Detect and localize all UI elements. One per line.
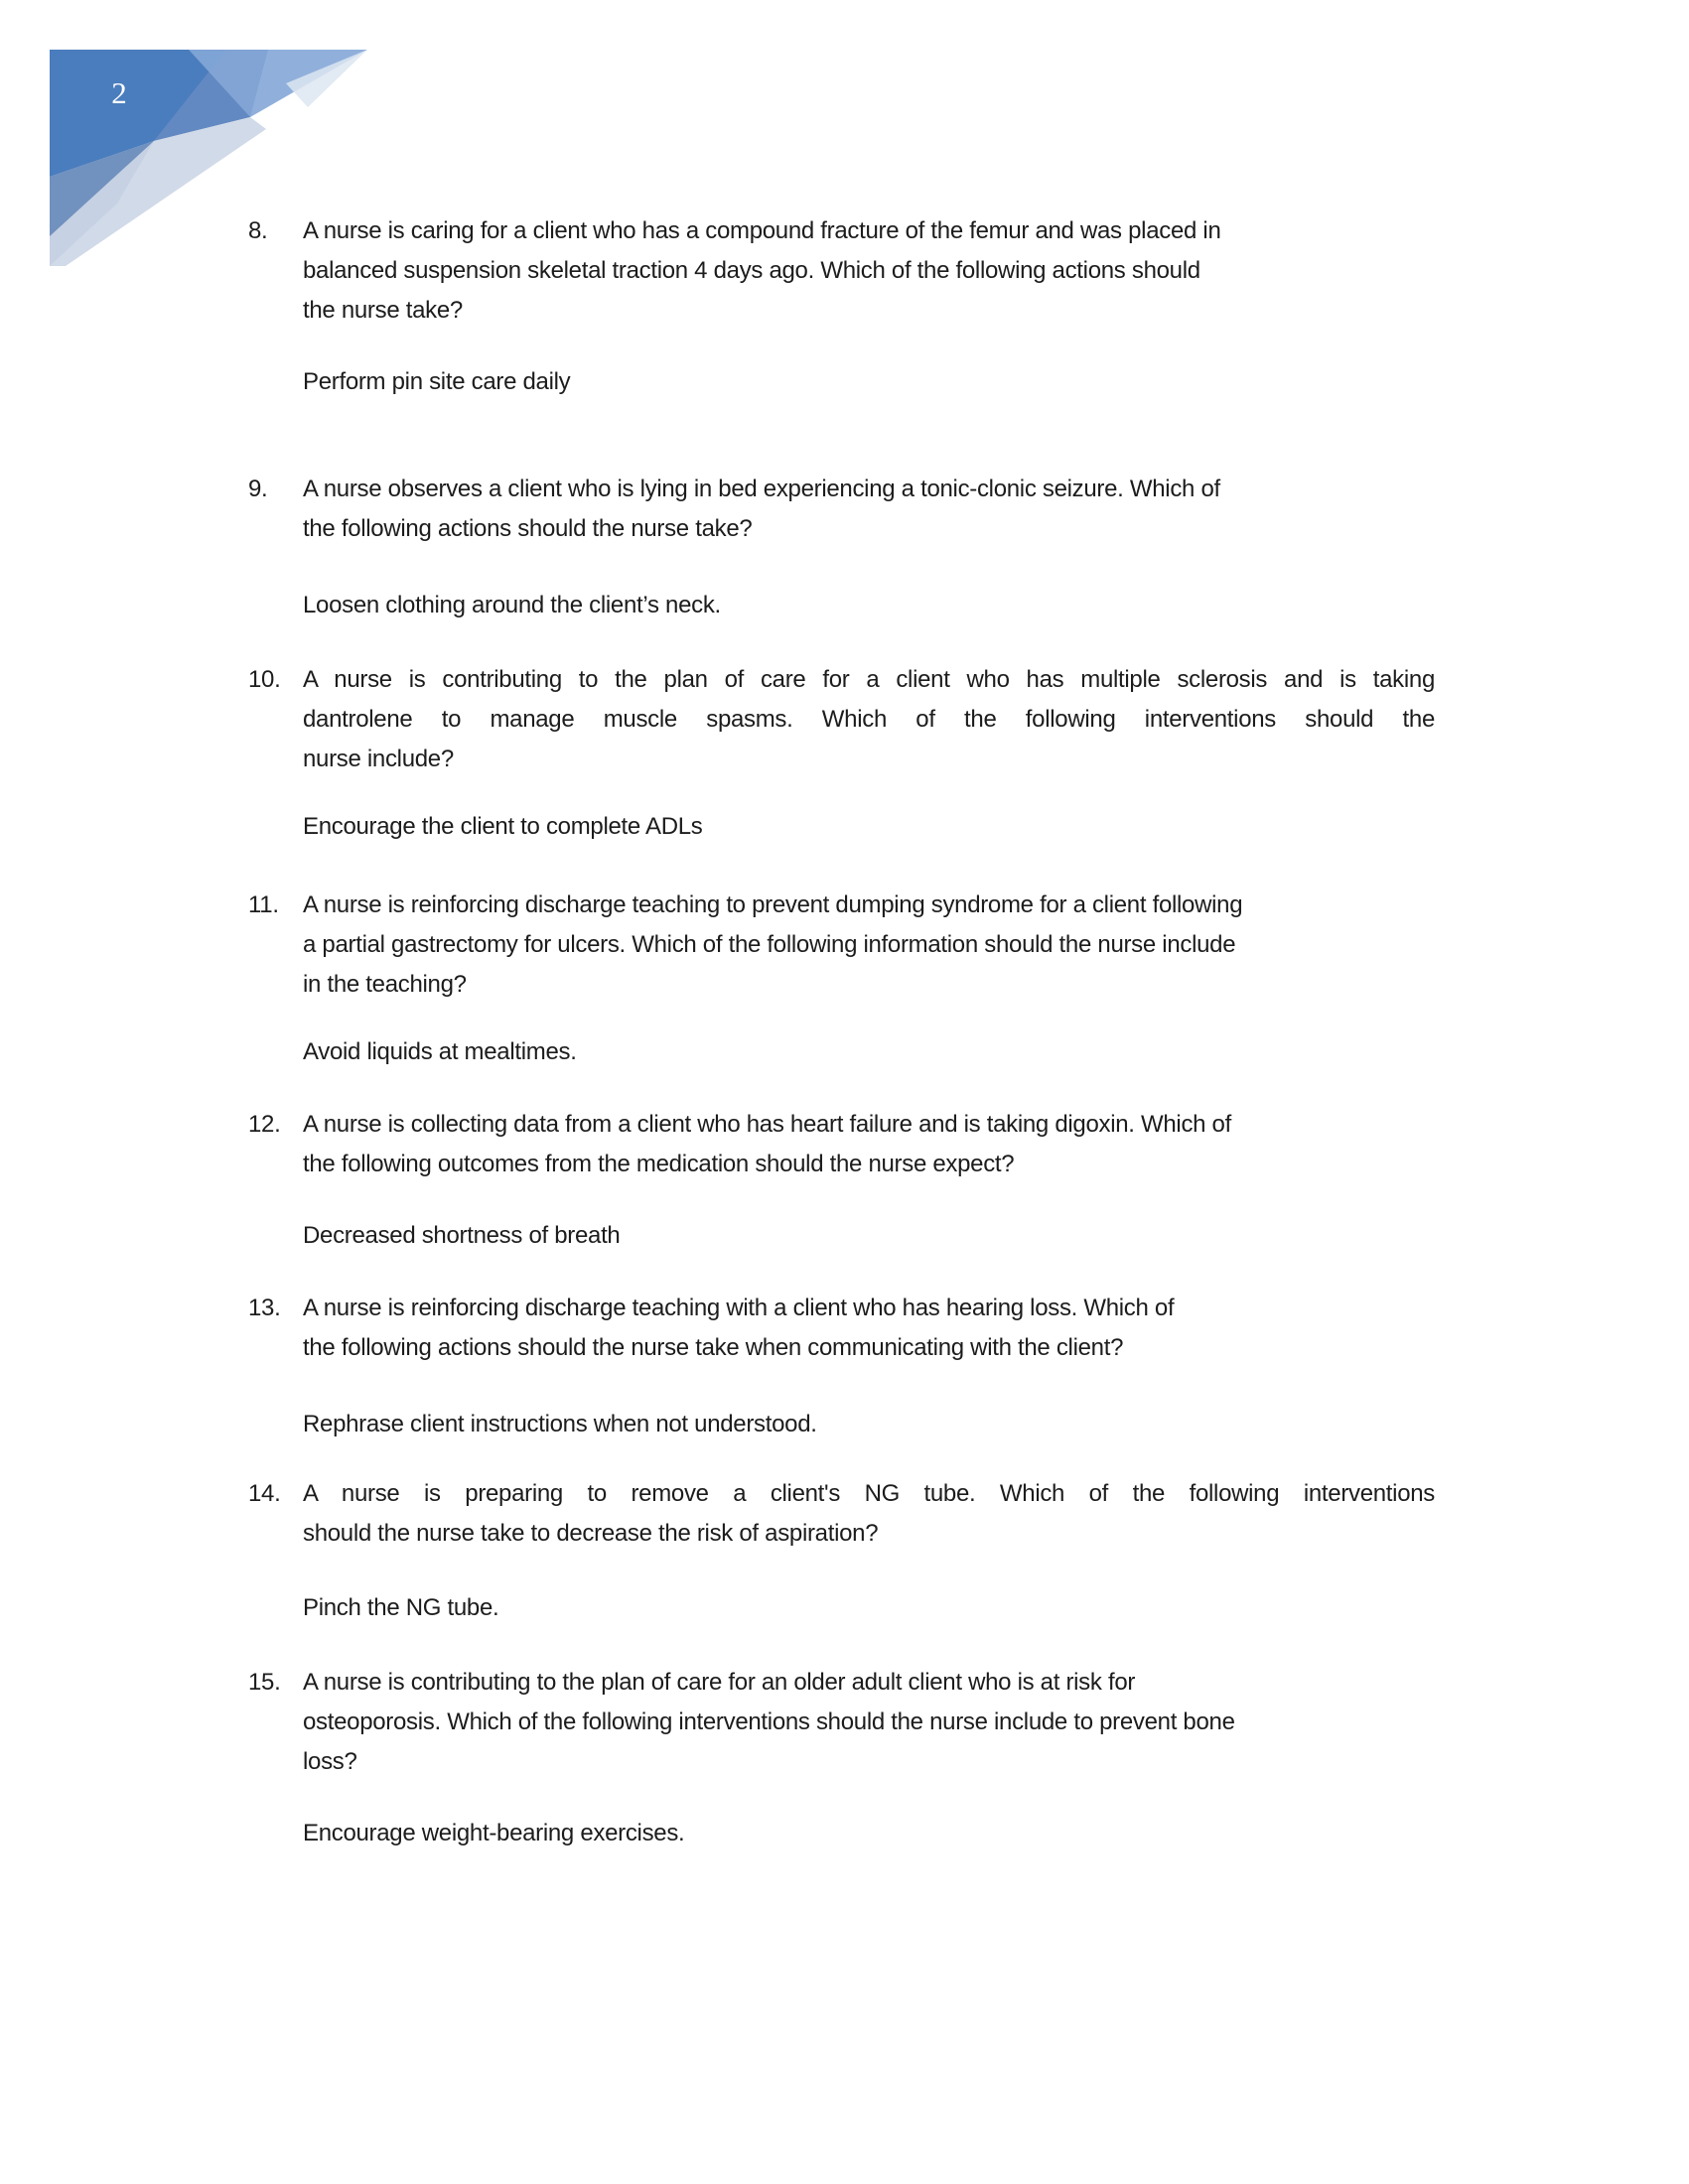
question-line: balanced suspension skeletal traction 4 days ago. Which of the following actions should [303,257,1200,284]
question-line: A nurse is caring for a client who has a compound fracture of the femur and was placed in [303,217,1221,244]
question-number: 10. [248,666,281,693]
answer-text: Loosen clothing around the client’s neck. [303,592,721,618]
question-item [248,211,1479,402]
question-line: A nurse is contributing to the plan of care for an older adult client who is at risk for [303,1669,1136,1696]
answer-text: Decreased shortness of breath [303,1222,621,1249]
question-line: in the teaching? [303,971,467,998]
question-number: 14. [248,1480,281,1507]
answer-text: Rephrase client instructions when not understood. [303,1411,817,1437]
question-line: A nurse is collecting data from a client who has heart failure and is taking digoxin. Which of [303,1111,1231,1138]
question-line: the following actions should the nurse take? [303,515,753,542]
question-text [303,660,1435,779]
question-line: a partial gastrectomy for ulcers. Which of the following information should the nurse include [303,931,1236,958]
question-line: the following outcomes from the medication should the nurse expect? [303,1151,1015,1177]
question-number: 11. [248,891,279,918]
question-line: dantrolene to manage muscle spasms. Which of the following interventions should the [303,706,1435,733]
question-text [303,211,1435,331]
answer-text: Pinch the NG tube. [303,1594,499,1621]
question-number: 9. [248,476,268,502]
answer-text: Avoid liquids at mealtimes. [303,1038,577,1065]
question-number: 8. [248,217,268,244]
answer-text: Encourage the client to complete ADLs [303,813,703,840]
question-line: A nurse is contributing to the plan of care for a client who has multiple sclerosis and is taking [303,666,1435,693]
page-number: 2 [111,75,127,110]
question-item [248,1289,1479,1444]
question-line: nurse include? [303,746,454,772]
question-line: A nurse is preparing to remove a client's NG tube. Which of the following interventions [303,1480,1435,1507]
question-line: osteoporosis. Which of the following interventions should the nurse include to prevent bone [303,1708,1235,1735]
question-line: loss? [303,1748,357,1775]
question-line: the following actions should the nurse take when communicating with the client? [303,1334,1124,1361]
question-item [248,886,1479,1072]
question-text [303,470,1435,549]
question-text [303,1474,1435,1554]
question-item [248,470,1479,625]
question-line: A nurse is reinforcing discharge teaching to prevent dumping syndrome for a client following [303,891,1243,918]
question-text [303,1663,1435,1782]
question-item [248,1105,1479,1256]
question-text [303,1105,1435,1184]
question-text [303,886,1435,1005]
question-item [248,1663,1479,1853]
question-line: A nurse is reinforcing discharge teaching with a client who has hearing loss. Which of [303,1295,1175,1321]
question-line: should the nurse take to decrease the risk of aspiration? [303,1520,879,1547]
question-text [303,1289,1435,1368]
question-item [248,660,1479,847]
question-number: 12. [248,1111,281,1138]
question-number: 15. [248,1669,281,1696]
answer-text: Encourage weight-bearing exercises. [303,1820,685,1846]
question-line: the nurse take? [303,297,463,324]
question-item [248,1474,1479,1628]
question-line: A nurse observes a client who is lying in bed experiencing a tonic-clonic seizure. Which of [303,476,1220,502]
question-number: 13. [248,1295,281,1321]
answer-text: Perform pin site care daily [303,368,571,395]
